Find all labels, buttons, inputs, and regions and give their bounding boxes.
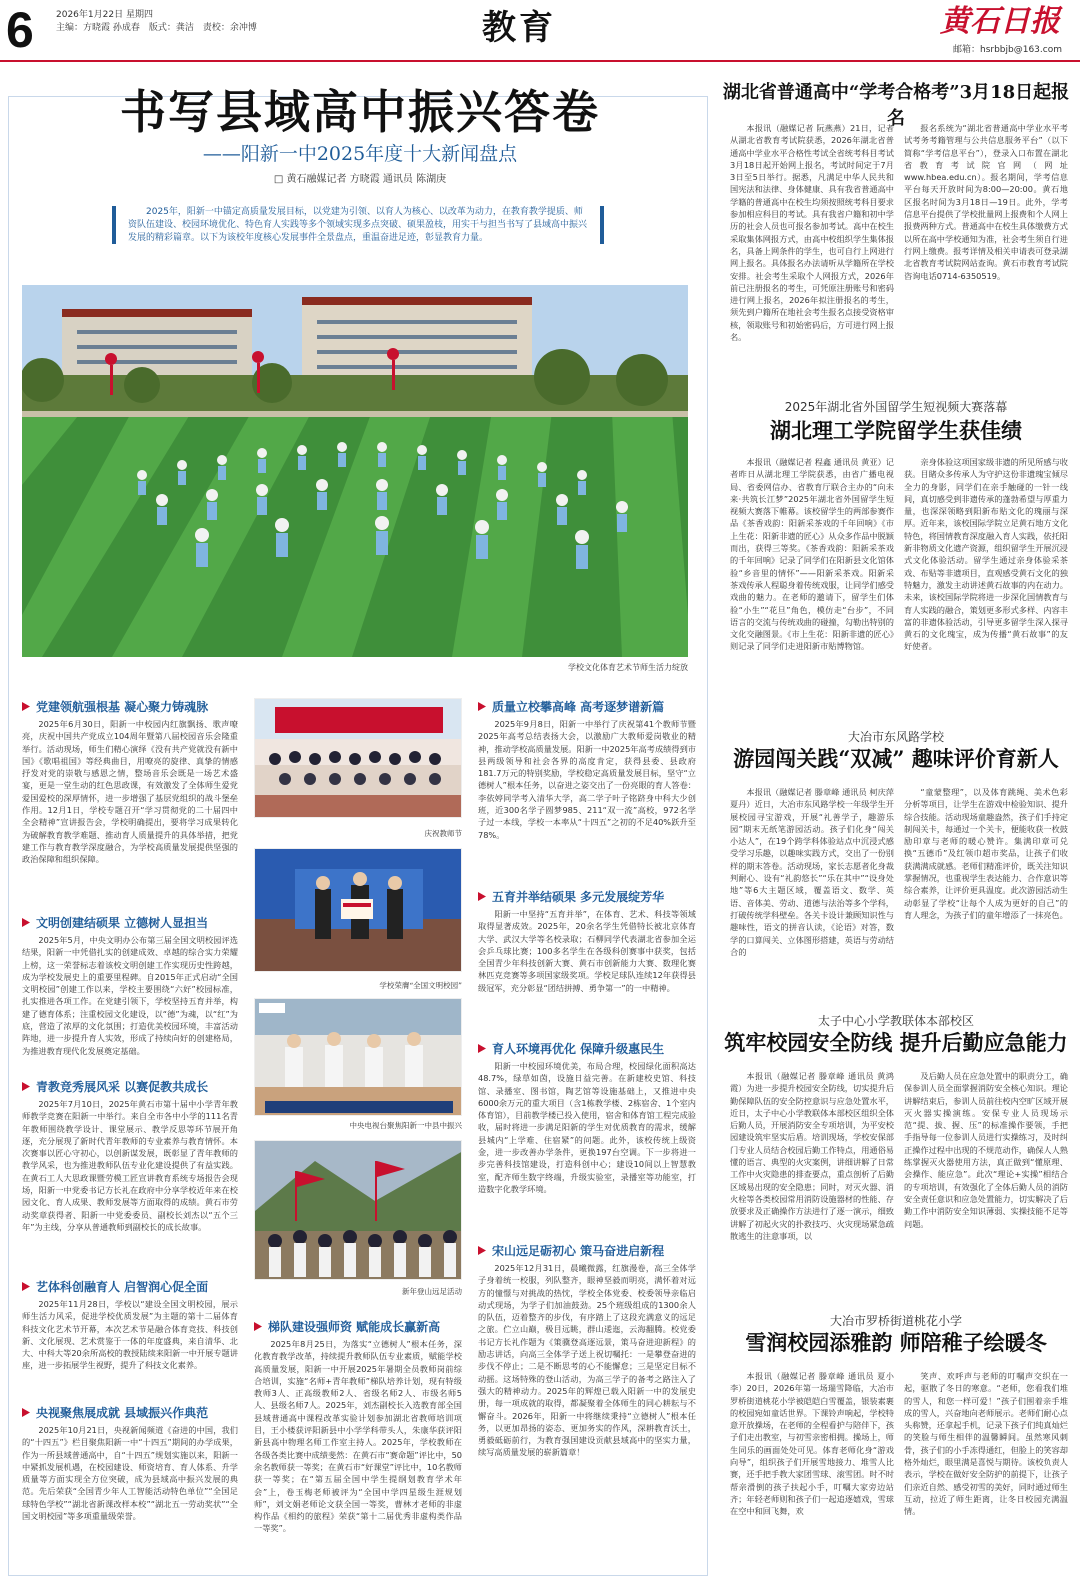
arrow-bullet-icon — [254, 1322, 262, 1331]
article-paragraph: 笑声、欢呼声与老师的叮嘱声交织在一起，驱散了冬日的寒意。“老师，您看我们堆的雪人，和您一样可爱！”孩子们围着亲手堆成的雪人，兴奋地向老师展示。老师们耐心点头称赞，还拿起手机，记录下孩子们纯真灿烂的笑脸与师生相伴的温馨瞬间。虽然寒风刺骨，孩子们的小手冻得通红，但脸上的笑容却格外灿烂，眼里满是喜悦与期待。该校负责人表示，学校在做好安全防护的前提下，让孩子们亲近自然、感受初雪的美好，同时通过师生互动，拉近了师生距离，让冬日校园充满温情。 — [904, 1371, 1068, 1517]
editors-line: 主编：方晓霞 孙成春 版式：龚洁 责校：余冲博 — [56, 23, 257, 33]
section-title: 教育 — [482, 8, 556, 48]
photo-caption: 新年登山远足活动 — [402, 1287, 462, 1296]
issue-info — [56, 9, 257, 35]
section-heading: 质量立校攀高峰 高考逐梦谱新篇 — [478, 698, 664, 716]
section-heading: 育人环境再优化 保障升级惠民生 — [478, 1040, 664, 1058]
arrow-bullet-icon — [22, 1408, 30, 1417]
article-kicker: 大冶市罗桥街道桃花小学 — [829, 1314, 962, 1328]
article-headline: 湖北省普通高中“学考合格考”3月18日起报名 — [722, 82, 1070, 129]
arrow-bullet-icon — [478, 892, 486, 901]
article-headline: 湖北理工学院留学生获佳绩 — [770, 418, 1022, 443]
page-header — [0, 0, 1080, 62]
section-heading: 文明创建结硕果 立德树人显担当 — [22, 914, 208, 932]
article-paragraph: 阳新一中校园环境优美，布局合理，校园绿化面积高达48.7%，绿草如茵，设施日益完善。在新建校史馆、科技馆、录播室、图书馆，陶艺馆等设施基础上，又推进中央6000余万元的重大项目（含1栋教学楼、2栋宿舍、1个室内体育馆），目前教学楼已投入使用，宿舍和体育馆工程完成验收，届时将进一步满足阳新的学生对优质教育的需求，缓解县城内“上学难、住宿紧”的问题。此外，该校传统上级资金，进一步改善办学条件，更换197台空调。下一步将进一步完善科技馆建设，打造科创中心；建设10间以上智慧教室，配齐师生数字终端，升级实验室，录播室等功能室，打造数字化教学环境。 — [478, 1061, 696, 1194]
section-heading: 宋山远足砺初心 策马奋进启新程 — [478, 1242, 664, 1260]
article-paragraph: 阳新一中坚持“五育并举”，在体育、艺术、科技等领域取得显著成效。2025年，20余名学生凭借特长被北京体育大学、武汉大学等名校录取；石柳同学代表湖北省参加全运会乒乓球比赛；100多名学生在各级科创赛事中获奖，包括全国青少年科技创新大赛、黄石市创新能力大赛、数理化赛林匹克竞赛等多项国家级奖项。学校足球队连续12年获得县级冠军，充分彰显“团结拼搏、勇争第一”的一中精神。 — [478, 909, 696, 993]
article-paragraph: 本报讯（融媒记者 程鑫 通讯员 黄亚）记者昨日从湖北理工学院获悉，由省广播电视局、省委网信办、省教育厅联合主办的“向未来·共筑长江梦”2025年湖北省外国留学生短视频大赛落下帷幕。该校留学生的两部参赛作品《茶香戏韵：阳新采茶戏的千年回响》《市上生花：阳新非遗的匠心》从众多作品中脱颖而出，获得三等奖。《茶香戏韵：阳新采茶戏的千年回响》记录了同学们在阳新县文化馆体验“乡音里的情怀”——阳新采茶戏。阳新采茶戏传承人程聪身着传统戏服，让同学们感受戏曲的魅力。在老师的邀请下，留学生们体验“小生”“花旦”角色，模仿走“台步”，不同语言的交流与传统戏曲的碰撞，勾勒出特别的文化交融图景。《市上生花：阳新非遗的匠心》则记录了同学们走进阳新市贴博物馆。 — [730, 457, 894, 652]
article-paragraph: 2025年5月，中央文明办公布第三届全国文明校园评选结果，阳新一中凭借扎实的创建成效、卓越的综合实力荣耀上榜，这一荣誉标志着该校文明创建工作实现历史性跨越，成为学校发展史上的重要里程碑。自2015年正式启动“全国文明校园”创建工作以来，学校主要围绕“六好”校园标准，扎实推进各项工作。在党建引领下，学校坚持五育并举，构建了德育体系；注重校园文化建设，以“德”为魂，以“红”为底，营造了浓厚的文化氛围；打造优美校园环境，丰富活动阵地，进一步提升育人实效，形成了持续向好的创建格局，为推进教育现代化发展奠定基础。 — [22, 935, 238, 1056]
photo-teachers-day — [254, 698, 462, 818]
feature-subtitle: ——阳新一中2025年度十大新闻盘点 — [202, 143, 518, 165]
photo-caption: 学校荣膺“全国文明校园” — [379, 981, 462, 990]
main-photo-school-field — [22, 285, 688, 657]
section-heading: 梯队建设强师资 赋能成长赢新高 — [254, 1318, 440, 1336]
section-heading: 央视聚焦展成就 县域振兴作典范 — [22, 1404, 208, 1422]
article-kicker: 太子中心小学教联体本部校区 — [817, 1014, 974, 1028]
article-kicker: 2025年湖北省外国留学生短视频大赛落幕 — [784, 400, 1008, 414]
section-heading: 青教竞秀展风采 以赛促教共成长 — [22, 1078, 208, 1096]
article-paragraph: 2025年7月10日，2025年黄石市第十届中小学青年教师教学竞赛在阳新一中举行。来自全市各中小学的111名青年教师围绕教学设计、课堂展示、教学反思等环节展开角逐，充分展现了新时代青年教师的专业素养与教育情怀。本次赛事以匠心守初心，以创新谋发展，既彰显了青年教师的教学风采，也为推进教师队伍专业化建设提供了有益实践。在黄石工人大思政课暨劳模工匠宣讲教育系统专场报告会现场，阳新一中党委书记方长礼在政府中分享学校近年来在校园文化、育人成果、教师发展等方面取得的成绩。黄石市劳动奖章获得者、阳新一中党委委员、副校长刘杰以“五个三年”为主线，分享从普通教师到副校长的成长故事。 — [22, 1099, 238, 1232]
section-heading: 五育并举结硕果 多元发展绽芳华 — [478, 888, 664, 906]
feature-byline: □ 黄石融媒记者 方晓霞 通讯员 陈湖庚 — [273, 174, 447, 185]
article-paragraph: 亲身体验这项国家级非遗的所见所感与收获。目睹众多传承人为守护这份非遗瑰宝倾尽全力的身影，同学们在亲手触碰的一针一线间，真切感受到非遗传承的蓬勃希望与厚重力量，也深深领略到阳新布贴文化的瑰丽与深厚。近年来，该校国际学院立足黄石地方文化特色，将国情教育深度融入育人实践，依托阳新非物质文化遗产资源，组织留学生开展沉浸式文化体验活动。留学生通过亲身体验采茶戏、布贴等非遗项目，直观感受黄石文化的独特魅力，激发主动讲述黄石故事的内在动力。未来，该校国际学院将进一步深化国情教育与育人实践的融合，策划更多形式多样、内容丰富的非遗体验活动，引导更多留学生深入探寻黄石的文化瑰宝，成为传播“黄石故事”的友好使者。 — [904, 457, 1068, 652]
arrow-bullet-icon — [478, 1044, 486, 1053]
article-paragraph: 2025年6月30日，阳新一中校园内红旗飘扬、歌声嘹亮，庆祝中国共产党成立104周年暨第八届校园音乐会隆重举行。活动现场，师生们精心演绎《没有共产党就没有新中国》《歌唱祖国》等经典曲目，用嘹亮的旋律、真挚的情感抒发对党的崇敬与感恩之情，整场音乐会既是一场艺术盛宴，更是一堂生动的红色思政课，有效激发了全体师生爱党爱国爱校的深厚情怀，进一步增强了基层党组织的战斗堡垒作用。12月1日，学校专题召开“学习贯彻党的二十届四中全会精神”宣讲报告会，学校明确提出，要将学习成果转化为破解教育教学难题、推动育人质量提升的具体举措，把党建工作与教育教学深度融合，为学校高质量发展提供坚强的政治保障和组织保障。 — [22, 719, 238, 865]
photo-civilized-campus-award — [254, 848, 462, 972]
article-headline: 游园闯关践“双减” 趣味评价育新人 — [733, 746, 1059, 771]
article-paragraph: 报名系统为“湖北省普通高中学业水平考试考务考籍管理与公共信息服务平台”（以下简称“学考信息平台”），登录入口布置在湖北省教育考试院官网（网址www.hbea.edu.cn）。报名期间，学考信息平台每天开放时间为8:00—20:00。黄石地区报名时间为3月18日—19日。此外，学考信息平台提供了学校批量网上报费和个人网上报费两种方式。普通高中在校生具体缴费方式以所在高中学校通知为准，社会考生须自行进行网上缴费。报考详情及相关申请表可登录湖北省教育考试院网站查询。黄石市教育考试院咨询电话0714-6350519。 — [904, 123, 1068, 281]
article-paragraph: 本报讯（融媒记者 滕章峰 通讯员 夏小李）20日，2026年第一场瑞雪降临，大冶市罗桥街道桃花小学被皑皑白雪覆盖，银装素裹的校园宛如童话世界。下课铃声响起，学校特意开放操场，在老师的全程看护与陪伴下，孩子们走出教室，与初雪亲密相拥。操场上，师生同乐的画面处处可见。体育老师化身“游戏向导”，组织孩子们开展雪地接力、堆雪人比赛，还手把手教大家团雪球、滚雪团。时不时帮亲滑倒的孩子扶起小手，叮嘱大家旁边站齐；年轻老师则和孩子们一起追逐嬉戏，雪球在空中和回飞舞，欢 — [730, 1371, 894, 1517]
feature-headline: 书写县域高中振兴答卷 — [120, 85, 600, 139]
newspaper-logo: 黄石日报 — [940, 4, 1060, 39]
issue-date: 2026年1月22日 星期四 — [56, 10, 153, 20]
arrow-bullet-icon — [22, 918, 30, 927]
email-address: 邮箱：hsrbbjb@163.com — [953, 45, 1062, 55]
section-heading: 艺体科创融育人 启智润心促全面 — [22, 1278, 208, 1296]
article-paragraph: 2025年10月21日，央视新闻频道《奋进的中国，我们的“十四五”》栏目聚焦阳新一中“十四五”期间的办学成果，作为一所县域普通高中，自“十四五”规划实施以来，阳新一中紧抓发展机遇，在校园建设、师资培育、育人体系、升学质量等方面实现全方位突破，成为县域高中振兴发展的典范。先后荣获“全国青少年人工智能活动特色单位”“全国足球特色学校”“湖北省新课改样本校”“湖北五一劳动奖状”“全国文明校园”等多项重量级荣誉。 — [22, 1425, 238, 1522]
arrow-bullet-icon — [478, 1246, 486, 1255]
article-paragraph: 2025年8月25日，为落实“立德树人”根本任务，深化教育教学改革，持续提升教师队伍专业素质，赋能学校高质量发展，阳新一中开展2025年暑期全员教师岗前综合培训，实施“名师+青年教师”梯队培养计划，现有特级教师3人、正高级教师2人、省级名师2人、市级名师5人、县级名师7人。2025年，刘杰副校长入选教育部全国县域普通高中课程改革实验计划参加湖北省教师培训项目，王小楼获评阳新县中小学学科带头人，朱康华获评阳新县高中物理名师工作室主持人。2025年，学校教师在各级各类比赛中成绩斐然：在黄石市“赛命题”评比中，50余名教师获一等奖；在黄石市“好课堂”评比中，10名教师获一等奖；在“第五届全国中学生提纲划教育学术年会”上，卷玉梅老师被评为“全国中学四星级生涯规划师”，刘文娟老师论文获全国一等奖，曹林才老师的非虚构作品《相约的旅程》荣获“第十二届优秀非虚构类作品一等奖”。 — [254, 1339, 462, 1534]
photo-cctv-report — [254, 998, 462, 1116]
arrow-bullet-icon — [478, 702, 486, 711]
section-heading: 党建领航强根基 凝心聚力铸魂脉 — [22, 698, 208, 716]
article-paragraph: “童蒙整理”，以及体育跳绳、美术色彩分析等项目，让学生在游戏中检验知识、提升综合技能。活动现场童趣盎然，孩子们手持定制闯关卡，每通过一个关卡，便能收获一枚鼓励印章与老师的暖心赞许。集满印章可兑换“五德币”及红领巾超市奖品，让孩子们收获满满成就感。老师们精准评价，既关注知识掌握情况，也重视学生表达能力、合作意识等综合素养，让评价更具温度。此次游园活动生动彰显了学校“让每个人成为更好的自己”的育人理念，为孩子们的童年增添了一抹亮色。 — [904, 787, 1068, 920]
photo-caption: 庆祝教师节 — [424, 829, 462, 838]
article-paragraph: 本报讯（融媒记者 滕章峰 通讯员 柯庆萍 夏丹）近日，大冶市东风路学校一年级学生开展校园寻宝游戏，开展“礼善学子，趣游乐园”期末无纸笔游园活动。孩子们化身“闯关小达人”，在19个跨学科体验站点中沉浸式感受学习乐趣，以趣味实践方式，交出了一份别样的期末答卷。活动现场，家长志愿者化身裁判耐心、设有“礼韵悠长”“乐在其中”“设身处地”等6大主题区域，覆盖语文、数学、英语、音体美、劳动、道德与法治等多个学科，打破传统学科壁垒。各关卡设计兼顾知识性与趣味性，语文的拼音认读，《论语》对答，数学的口算闯关、立体图形搭建，英语与劳动结合的 — [730, 787, 894, 957]
article-headline: 筑牢校园安全防线 提升后勤应急能力 — [724, 1030, 1068, 1055]
arrow-bullet-icon — [22, 1282, 30, 1291]
main-photo-caption: 学校文化体育艺术节师生活力绽放 — [568, 663, 688, 672]
article-paragraph: 2025年9月8日，阳新一中举行了庆祝第41个教师节暨2025年高考总结表扬大会，以激励广大教师爱岗敬业的精神，推动学校高质量发展。阳新一中2025年高考成绩得到市县两级领导和社会各界的高度肯定，获得县委、县政府181.7万元的特别奖励，学校稳定高质量发展目标，坚守“立德树人”根本任务，以奋进之姿交出了一份亮眼的育人答卷：李依婷同学考入清华大学，高二学子叶子铭跻身中科大少创班，近300名学子圆梦985、211“双一流”高校，972名学子过一本线，学校一本率从“十四五”之初的不足40%跃升至78%。 — [478, 719, 696, 840]
page-number: 6 — [6, 2, 34, 58]
photo-new-year-hike — [254, 1140, 462, 1280]
feature-intro: 2025年，阳新一中锚定高质量发展目标，以党建为引领、以育人为核心、以改革为动力，在教育教学提质、师资队伍建设、校园环境优化、特色育人实践等多个领域实现多点突破、硕果盈枝，用实干与担当书写了县域高中振兴发展的精彩篇章。以下为该校年度核心发展事件全景盘点，重温奋进足迹，彰显教育力量。 — [112, 206, 604, 244]
article-kicker: 大冶市东风路学校 — [847, 730, 944, 744]
article-paragraph: 本报讯（融媒记者 滕章峰 通讯员 黄鸿霞）为进一步提升校园安全防线，切实提升后勤保障队伍的安全防控意识与应急处置水平，近日，太子中心小学教联体本部校区组织全体后勤人员，开展消防安全专项培训，为平安校园建设筑牢坚实后盾。培训现场，学校安保部门专业人员结合校园后勤工作特点，用通俗易懂的语言、典型的火灾案例，讲细讲解了日常工作中火灾隐患的排查要点，重点剖析了后勤区域易出现的安全隐患；同时，对灭火器、消火栓等各类校园常用消防设施器材的性能、存放要求及正确操作方法进行了逐一演示，细致讲解了初起火灾的扑救技巧、火灾现场紧急疏散逃生的注意事项，以 — [730, 1071, 894, 1241]
arrow-bullet-icon — [22, 702, 30, 711]
article-paragraph: 2025年12月31日，晨曦微露，红旗漫卷，高三全体学子身着统一校服，列队整齐，眼神坚毅而明亮，满怀着对远方的憧憬与对挑战的热忱，学校全体党委、校委领导亲临启动式现场，为学子们加油鼓劲。25个班级组成的1300余人的队伍，迈着整齐的步伐，有序踏上了这段充满意义的远足之旅。伫立山巅，极目远眺，群山逶迤，云海翻腾。校党委书记方长礼作题为《策骥登高逐远景，策马奋进迎新程》的励志讲话，向高三全体学子送上祝切嘱托：一是攀登奋进的步伐不停止；二是不断思考的心不能懈怠；三是坚定目标不动摇。这场特殊的登山活动，为高三学子的备考之路注入了强大的精神动力。2025年的辉煌已载入阳新一中的发展史册，每一项成就的取得，都凝聚着全体师生的同心耕耘与不懈奋斗。2026年，阳新一中将继续秉持“立德树人”根本任务，以更加昂扬的姿态、更加务实的作风，深耕教育沃土，勇毅砥砺前行，为教育强国建设贡献县域高中的坚实力量，续写高质量发展的崭新篇章！ — [478, 1263, 696, 1458]
arrow-bullet-icon — [22, 1082, 30, 1091]
photo-caption: 中央电视台聚焦阳新一中县中振兴 — [349, 1121, 462, 1130]
article-paragraph: 本报讯（融媒记者 阮燕燕）21日，记者从湖北省教育考试院获悉，2026年湖北省普通高中学业水平合格性考试全省统考科目考试3月18日起开始网上报名，考试时间定于7月3日至5日举行。据悉，凡满足中华人民共和国宪法和法律、身体健康、具有我省普通高中学籍的普通高中在校生均须按照统考科目要求参加相应科目的考试。具有我省户籍和初中学历的社会人员也可报名参加考试。高中在校生采取集体网报方式，由高中校组织学生集体报名，具备上网条件的学生，也可自行上网进行网上报名。具体报名办法请听从学籍所在学校安排。社会考生采取个人网报方式，2026年前已注册报名的考生，可凭原注册账号和密码进行网上报名，2026年拟注册报名的考生，须先到户籍所在地社会考生报名点接受资格审核，领取账号和初始密码后，方可进行网上报名。 — [730, 123, 894, 343]
article-headline: 雪润校园添雅韵 师陪稚子绘暖冬 — [745, 1330, 1047, 1355]
article-paragraph: 及后勤人员在应急处置中的职责分工，确保参训人员全面掌握消防安全核心知识。理论讲解结束后，参训人员前往校内空旷区域开展灭火器实操演练。安保专业人员现场示范“提、拔、握、压”的标准操作要领，手把手指导每一位参训人员进行实操练习，及时纠正操作过程中出现的不规范动作，确保人人熟练掌握灭火器使用方法，真正做到“懂原理、会操作、能应急”。此次“理论+实操”相结合的专项培训，有效强化了全体后勤人员的消防安全责任意识和应急处置能力，切实解决了后勤工作中消防安全知识薄弱、实操技能不足等问题。 — [904, 1071, 1068, 1229]
article-paragraph: 2025年11月28日，学校以“建设全国文明校园，展示师生活力风采，促进学校优质发展”为主题的第十二届体育科技文化艺术节开幕，本次艺术节是融合体育竞技、科技创新、文化展现、艺术赏鉴于一体的年度盛典，来自清华、北大、中科大等20余所高校的教授陆续来阳新一中开展专题讲座，进一步拓展学生视野，提升了科技文化素养。 — [22, 1299, 238, 1371]
